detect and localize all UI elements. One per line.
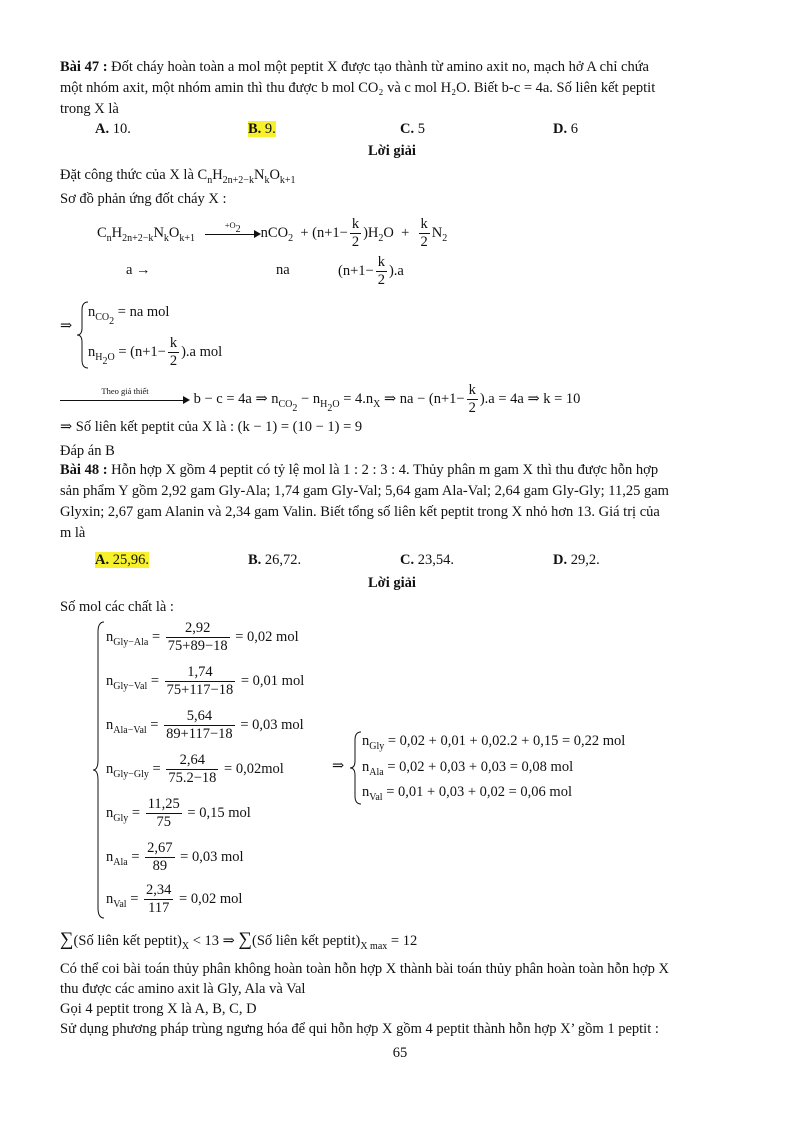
problem-48-line-3: Glyxin; 2,67 gam Alanin và 2,34 gam Valin. Biết tổng số liên kết peptit trong X nhỏ hơn 13. Giá trị của	[60, 504, 660, 520]
option-d: D. 29,2.	[553, 552, 600, 568]
answer-47: Đáp án B	[60, 443, 115, 459]
n-ala: $n_{Ala}$ = $\frac{2,67}{89}$ = 0,03 mol	[106, 840, 244, 874]
theo-gia-thiet-derivation: Theo giả thiết b − c = 4a ⇒ $n_{CO_2} - n_{H_2O} = 4.n_X$ ⇒ na − (n+1− $\frac{k}{2}$ ).a = 4a ⇒ k = 10	[60, 382, 580, 417]
problem-47-line-2: một nhóm axit, một nhóm amin thì thu được b mol CO₂ và c mol H₂O. Biết b-c = 4a. Số liên kết peptit	[60, 80, 656, 96]
paragraph-3: Gọi 4 peptit trong X là A, B, C, D	[60, 1001, 257, 1017]
solution-title-48: Lời giải	[368, 575, 416, 591]
problem-48-line-2: sản phẩm Y gồm 2,92 gam Gly-Ala; 1,74 gam Gly-Val; 5,64 gam Ala-Val; 2,64 gam Gly-Gly; 11,25 gam	[60, 483, 669, 499]
paragraph-4: Sử dụng phương pháp trùng ngưng hóa để qui hỗn hợp X gồm 4 peptit thành hỗn hợp X’ gồm 1 peptit :	[60, 1021, 659, 1037]
formula-intro: Đặt công thức của X là $C_nH_{2n+2-k}N_kO_{k+1}$	[60, 167, 296, 186]
mol-ratio-a: a →	[126, 262, 151, 278]
n-gly-gly: $n_{Gly-Gly}$ = $\frac{2,64}{75.2-18}$ = 0,02mol	[106, 752, 284, 786]
problem-48-line-4: m là	[60, 525, 86, 541]
option-b-correct: B. 9.	[248, 121, 276, 137]
peptit-bond-sum: ∑(Số liên kết $peptit)_X < 13$ ⇒ ∑(Số liên kết $peptit)_{X max} = 12$	[60, 929, 418, 952]
problem-47-line-1	[60, 58, 740, 77]
option-c: C. 5	[400, 121, 425, 137]
n-co2-eq: $n_{CO_2}$ = na mol	[88, 304, 170, 327]
implies-symbol-2: ⇒	[332, 758, 345, 774]
total-ala: $n_{Ala} = 0,02 + 0,03 + 0,03 = 0,08$ mol	[362, 759, 574, 778]
problem-47-title: Bài 47 :	[60, 59, 108, 75]
problem-47-text: Đốt cháy hoàn toàn a mol một peptit X được tạo thành từ amino axit no, mạch hở A chỉ chứa	[111, 59, 649, 75]
n-ala-val: $n_{Ala-Val}$ = $\frac{5,64}{89+117-18}$ = 0,03 mol	[106, 708, 304, 742]
total-gly: $n_{Gly} = 0,02 + 0,01 + 0,02.2 + 0,15 = 0,22$ mol	[362, 733, 626, 752]
problem-48-line-1	[60, 461, 740, 480]
paragraph-1: Có thể coi bài toán thủy phân không hoàn toàn hỗn hợp X thành bài toán thủy phân hoàn toàn hỗn hợp X	[60, 961, 669, 977]
paragraph-2: thu được các amino axit là Gly, Ala và Val	[60, 981, 306, 997]
mol-ratio-na: na	[276, 262, 290, 278]
option-a-correct: A. 25,96.	[95, 552, 149, 568]
problem-47-line-3: trong X là	[60, 101, 119, 117]
option-b: B. 26,72.	[248, 552, 302, 568]
problem-48-text: Hỗn hợp X gồm 4 peptit có tỷ lệ mol là 1 : 2 : 3 : 4. Thủy phân m gam X thì thu được hỗn hợp	[111, 462, 659, 478]
n-h2o-eq: $n_{H_2O} = (n+1-$ $\frac{k}{2}$ ).a mol	[88, 335, 223, 369]
n-gly-ala: $n_{Gly-Ala}$ = $\frac{2,92}{75+89-18}$ = 0,02 mol	[106, 620, 299, 654]
reaction-scheme-label: Sơ đồ phản ứng đốt cháy X :	[60, 191, 227, 207]
option-d: D. 6	[553, 121, 578, 137]
implies-symbol: ⇒	[60, 318, 73, 334]
n-gly-val: $n_{Gly-Val}$ = $\frac{1,74}{75+117-18}$ = 0,01 mol	[106, 664, 305, 698]
conclusion-47: ⇒ Số liên kết peptit của X là : (k − 1) = (10 − 1) = 9	[60, 419, 363, 435]
solution-title-47: Lời giải	[368, 143, 416, 159]
total-val: $n_{Val} = 0,01 + 0,03 + 0,02 = 0,06$ mol	[362, 784, 572, 803]
moles-intro: Số mol các chất là :	[60, 599, 174, 615]
page-number: 65	[392, 1045, 408, 1061]
n-gly: $n_{Gly}$ = $\frac{11,25}{75}$ = 0,15 mol	[106, 796, 251, 830]
mol-ratio-h2o: (n+1− $\frac{k}{2}$ ).a	[338, 254, 404, 288]
problem-48-title: Bài 48 :	[60, 462, 108, 478]
n-val: $n_{Val}$ = $\frac{2,34}{117}$ = 0,02 mol	[106, 882, 243, 916]
moles-brace	[92, 620, 106, 920]
combustion-equation: $C_nH_{2n+2-k}N_kO_{k+1}$ $+O_2$ nCO$_2$ + (n+1− $\frac{k}{2}$ )$H_2O$ + $\frac{k}{2}$ $N_2$	[97, 216, 448, 250]
option-a: A. 10.	[95, 121, 131, 137]
option-c: C. 23,54.	[400, 552, 454, 568]
totals-brace	[349, 730, 363, 806]
